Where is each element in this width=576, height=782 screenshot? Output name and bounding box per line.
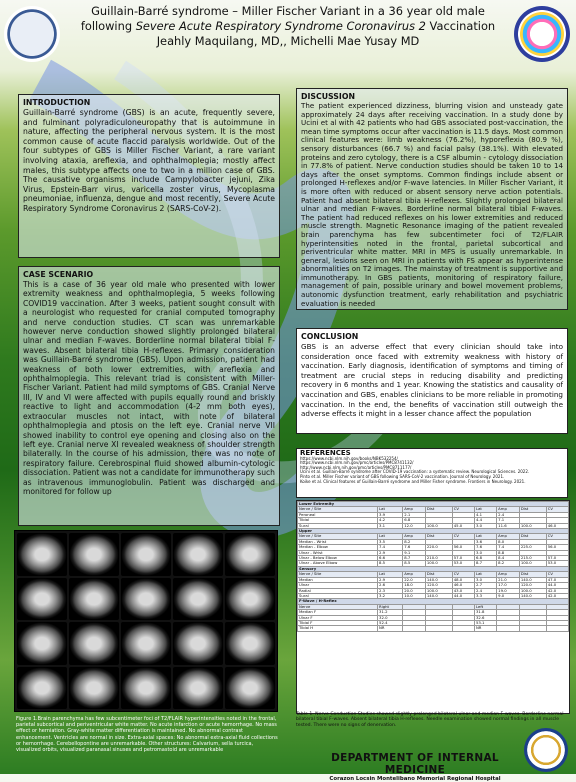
- mri-slice: [121, 533, 171, 576]
- table-header-cell: Lat: [474, 507, 496, 512]
- table-cell: [425, 626, 452, 631]
- table-cell: 120.0: [519, 583, 546, 588]
- table-cell: 56.0: [452, 545, 474, 550]
- table-cell: 8.2: [497, 561, 520, 566]
- table-header-cell: Nerve / Site: [298, 507, 378, 512]
- case-heading: CASE SCENARIO: [23, 270, 94, 279]
- table-header-cell: CV: [452, 534, 474, 539]
- table-cell: NR: [378, 626, 403, 631]
- table-cell: 7.1: [497, 518, 520, 523]
- mri-slice: [17, 667, 67, 710]
- table-cell: 4.4: [474, 518, 496, 523]
- table-cell: 7.4: [378, 545, 403, 550]
- table-header-cell: Right: [378, 604, 403, 609]
- table-cell: Median: [298, 577, 378, 582]
- mri-slice: [225, 622, 275, 665]
- table-cell: Ulnar - Wrist: [298, 550, 378, 555]
- table-header-cell: Lat: [378, 572, 403, 577]
- table-header-cell: CV: [546, 572, 568, 577]
- table-header-cell: Dist: [425, 534, 452, 539]
- table-cell: 2.6: [378, 583, 403, 588]
- table-cell: 47.0: [546, 577, 568, 582]
- table-cell: 56.0: [546, 545, 568, 550]
- table-header-cell: Dist: [519, 534, 546, 539]
- table-cell: 32.6: [474, 615, 496, 620]
- table-cell: 4.2: [378, 518, 403, 523]
- hospital-seal-logo: [524, 728, 568, 772]
- table-cell: Median - Elbow: [298, 545, 378, 550]
- table-cell: 43.0: [452, 588, 474, 593]
- table-cell: [519, 626, 546, 631]
- table-cell: Sural: [298, 523, 378, 528]
- reference-item: https://www.ncbi.nlm.nih.gov/pmc/articles/PMC8741132/: [300, 460, 414, 466]
- table-cell: 100.0: [519, 561, 546, 566]
- table-header-cell: Dist: [519, 507, 546, 512]
- table-section-title: Sensory: [298, 566, 569, 571]
- table-cell: 53.1: [474, 620, 496, 625]
- table-header-cell: CV: [452, 507, 474, 512]
- mri-slice: [225, 667, 275, 710]
- table-header-cell: Amp: [403, 572, 426, 577]
- poster-title: [60, 4, 516, 49]
- figure-caption: Figure 1.Brain parenchyma has few subcentimeter foci of T2/FLAIR hyperintensities noted in the frontal, parietal subcortical and periventricular white matter. No acute infarction or acute hemorrhage. No mass effect or herniation. Gray-white matter differentiation is maintained. No abnormal contrast enhancement. Ventricles are normal in size. Extra-axial spaces: No abnormal extra-axial fluid collections or hemorrhage. Cerebellopontine are unremarkable. Other structures: Calvarium, sella turcica, visualized orbits, visualized paranasal sinuses and petromastoid are unremarkable: [16, 716, 278, 754]
- table-header-cell: Amp: [497, 534, 520, 539]
- table-cell: [452, 626, 474, 631]
- mri-slice: [225, 578, 275, 621]
- table-cell: 44.0: [546, 583, 568, 588]
- table-cell: 100.0: [425, 588, 452, 593]
- table-section-title: Upper: [298, 529, 569, 534]
- mri-slice: [121, 667, 171, 710]
- table-cell: 8.0: [497, 539, 520, 544]
- table-header-cell: Left: [474, 604, 496, 609]
- table-cell: 57.0: [546, 556, 568, 561]
- table-cell: 2.4: [497, 512, 520, 517]
- table-cell: 2.4: [474, 588, 496, 593]
- table-header-cell: Amp: [497, 507, 520, 512]
- table-cell: 140.0: [425, 577, 452, 582]
- medical-caduceus-logo: [4, 6, 60, 62]
- mri-slice: [173, 533, 223, 576]
- table-cell: 53.0: [452, 561, 474, 566]
- table-cell: 48.0: [452, 577, 474, 582]
- mri-slice: [173, 578, 223, 621]
- table-cell: 46.0: [546, 523, 568, 528]
- table-cell: 210.0: [425, 556, 452, 561]
- research-committee-logo: [514, 6, 570, 62]
- table-note: Table 1. Nerve Conduction Studies showed slightly prolonged bilateral ulnar and median F-waves. Borderline normal bilateral tibial F-waves. Absent bilateral tibia H-reflexes. Needle examination showed normal findings in all muscle tested. There were no signs of denervation.: [296, 712, 564, 728]
- table-cell: 3.0: [474, 577, 496, 582]
- table-cell: 44.0: [452, 593, 474, 598]
- table-header-cell: CV: [452, 572, 474, 577]
- table-cell: 7.6: [474, 545, 496, 550]
- mri-slice: [17, 622, 67, 665]
- table-cell: 8.7: [474, 561, 496, 566]
- mri-slice: [225, 533, 275, 576]
- table-cell: 100.0: [425, 523, 452, 528]
- table-cell: 100.0: [425, 561, 452, 566]
- poster-header: [0, 0, 576, 72]
- table-cell: 2.9: [378, 577, 403, 582]
- table-header-cell: Amp: [497, 572, 520, 577]
- table-cell: 2.3: [378, 588, 403, 593]
- reference-item: http://www.ncbi.nlm.nih.gov/pmc/articles/PMC8711177/: [300, 464, 412, 470]
- table-cell: 3.9: [378, 512, 403, 517]
- table-cell: 3.6: [474, 539, 496, 544]
- hospital-name: Corazon Locsin Montelibano Memorial Regional Hospital: [329, 776, 501, 782]
- table-cell: 3.0: [474, 550, 496, 555]
- table-cell: 100.0: [519, 588, 546, 593]
- discussion-heading: DISCUSSION: [301, 92, 355, 101]
- authors: Jeahly Maquilang, MD,, Michelli Mae Yusay MD: [156, 34, 420, 48]
- mri-slice: [17, 533, 67, 576]
- table-cell: Tibial F: [298, 620, 378, 625]
- table-cell: Ulnar - Above Elbow: [298, 561, 378, 566]
- mri-slice: [69, 578, 119, 621]
- table-cell: 19.0: [497, 588, 520, 593]
- table-header-cell: CV: [546, 507, 568, 512]
- reference-item: https://www.ncbi.nlm.nih.gov/books/NBK532254/: [300, 455, 398, 461]
- table-cell: 6.8: [474, 556, 496, 561]
- table-cell: 8.7: [403, 556, 426, 561]
- mri-slice: [17, 578, 67, 621]
- table-cell: 140.0: [519, 593, 546, 598]
- table-cell: Tibial H: [298, 626, 378, 631]
- table-cell: 2.9: [378, 550, 403, 555]
- table-header-cell: Dist: [519, 572, 546, 577]
- table-cell: 8.4: [497, 556, 520, 561]
- table-cell: 4.1: [474, 512, 496, 517]
- mri-slice: [69, 667, 119, 710]
- table-cell: Median F: [298, 610, 378, 615]
- table-cell: 8.5: [403, 561, 426, 566]
- table-cell: Tibial: [298, 518, 378, 523]
- references-heading: REFERENCES: [300, 449, 351, 457]
- table-cell: 10.0: [403, 593, 426, 598]
- table-cell: 3.5: [378, 539, 403, 544]
- table-cell: 53.0: [546, 561, 568, 566]
- table-cell: 3.2: [378, 593, 403, 598]
- reference-item: Ucini et al. Guillain-Barré syndrome after COVID-19 vaccination: a systematic review. Neurological Sciences. 2022.: [300, 469, 530, 475]
- table-cell: Median - Wrist: [298, 539, 378, 544]
- table-cell: 22.0: [403, 577, 426, 582]
- table-row: [298, 626, 569, 631]
- introduction-text: Guillain-Barré syndrome (GBS) is an acute, frequently severe, and fulminant polyradiculoneuropathy that is autoimmune in nature, affecting the peripheral nervous system. It is the most common cause of acute flaccid paralysis worldwide. Out of the four subtypes of GBS is Miller Fischer Variant, a rare variant involving ataxia, areflexia, and ophthalmoplegia; mostly affect males, this subtype affects one to two in a million case of GBS. The causative organisms include Campylobacter jejuni, Zika Virus, Epstein-Barr virus, varicella zoster virus, Mycoplasma pneumoniae, influenza, dengue and most recently, Severe Acute Respiratory Syndrome Coronavirus 2 (SARS-CoV-2).: [23, 108, 275, 213]
- mri-slice: [173, 622, 223, 665]
- table-cell: 220.0: [425, 545, 452, 550]
- mri-slice: [121, 622, 171, 665]
- table-cell: Peroneal: [298, 512, 378, 517]
- department-name: DEPARTMENT OF INTERNAL MEDICINE: [331, 752, 499, 776]
- table-cell: 9.0: [497, 593, 520, 598]
- table-header-cell: Lat: [378, 534, 403, 539]
- title-line-1: Guillain-Barré syndrome – Miller Fischer Variant in a 36 year old male: [91, 4, 485, 18]
- table-cell: 6.8: [403, 518, 426, 523]
- table-cell: Ulnar - Below Elbow: [298, 556, 378, 561]
- table-cell: 18.0: [403, 583, 426, 588]
- table-cell: 2.1: [403, 512, 426, 517]
- introduction-section: [18, 94, 280, 258]
- table-cell: 215.0: [519, 556, 546, 561]
- table-cell: [403, 626, 426, 631]
- table-cell: 6.6: [378, 556, 403, 561]
- table-header-cell: CV: [546, 534, 568, 539]
- table-header-cell: Dist: [425, 507, 452, 512]
- table-cell: 3.1: [378, 523, 403, 528]
- table-cell: 2.7: [474, 583, 496, 588]
- table-header-cell: Nerve / Site: [298, 572, 378, 577]
- table-cell: 7.6: [403, 545, 426, 550]
- mri-slice: [121, 578, 171, 621]
- conclusion-section: [296, 328, 568, 434]
- table-cell: 11.6: [497, 523, 520, 528]
- table-cell: 52.4: [378, 620, 403, 625]
- case-text: This is a case of 36 year old male who presented with lower extremity weakness and ophthalmoplegia, 5 weeks following COVID19 vaccination. After 3 weeks, patient sought consult with a neurologist who requested for cranial computed tomography and nerve conduction studies. CT scan was unremarkable however nerve conduction showed slightly prolonged bilateral ulnar and median F-waves. Borderline normal bilateral tibial F-waves. Absent bilateral tibia H-reflexes. Primary consideration was Guillain-Barré syndrome (GBS). Upon admission, patient had weakness of both lower extremities, with areflexia and ophthalmoplegia. This relevant triad is consistent with Miller-Fischer Variant. Patient had mild symptoms of GBS. Cranial Nerve III, IV and VI were affected with pupils equally round and briskly reactive to light and accommodation (4-2 mm both eyes), extraocular muscles not intact, with note of bilateral ophthalmoplegia and ptosis on the left eye. Cranial nerve VII showed inability to control eye opening and closing also on the left eye. Cranial nerve XI revealed weakness of shoulder strength bilaterally. In the course of his admission, there was no note of respiratory failure. Cerebrospinal fluid showed albumin-cytologic dissociation. Patient was not a candidate for immunotherapy such as intravenous immunoglobulin. Patient was discharged and monitored for follow up: [23, 280, 275, 496]
- table-header-cell: Nerve / Site: [298, 534, 378, 539]
- table-cell: 7.4: [497, 545, 520, 550]
- table-cell: 140.0: [519, 577, 546, 582]
- table-cell: Ulnar F: [298, 615, 378, 620]
- table-cell: 3.3: [474, 593, 496, 598]
- table-header-cell: Amp: [403, 507, 426, 512]
- reference-item: Koike et al. Clinical features of Guillain-Barré syndrome and Miller Fisher syndrome. Frontiers in Neurology. 2021.: [300, 478, 526, 484]
- discussion-section: [296, 88, 568, 310]
- table-cell: 20.0: [403, 588, 426, 593]
- table-cell: 100.0: [519, 523, 546, 528]
- table-cell: 57.0: [452, 556, 474, 561]
- table-cell: 32.0: [378, 615, 403, 620]
- table-cell: Radial: [298, 588, 378, 593]
- table-cell: 9.1: [403, 550, 426, 555]
- case-scenario-section: [18, 266, 280, 526]
- table-section-title: Lower Extremity: [298, 502, 569, 507]
- table-header-cell: Lat: [378, 507, 403, 512]
- table-cell: 31.8: [474, 610, 496, 615]
- table-header-cell: Lat: [474, 572, 496, 577]
- table-cell: 31.2: [378, 610, 403, 615]
- table-cell: Ulnar: [298, 583, 378, 588]
- table-cell: 140.0: [425, 593, 452, 598]
- table-cell: Sural: [298, 593, 378, 598]
- table-header-cell: Dist: [425, 572, 452, 577]
- table-cell: 8.8: [497, 550, 520, 555]
- title-line-2: following Severe Acute Respiratory Syndrome Coronavirus 2 Vaccination: [80, 19, 496, 33]
- table-cell: NR: [474, 626, 496, 631]
- mri-slice: [173, 667, 223, 710]
- table-cell: 8.5: [378, 561, 403, 566]
- conclusion-heading: CONCLUSION: [301, 332, 359, 341]
- introduction-heading: INTRODUCTION: [23, 98, 91, 107]
- table-cell: 225.0: [519, 545, 546, 550]
- table-cell: 8.2: [403, 539, 426, 544]
- mri-slice: [69, 622, 119, 665]
- table-cell: 42.0: [546, 588, 568, 593]
- table-section-title: F-Wave / H-Reflex: [298, 599, 569, 604]
- table-cell: 12.0: [403, 523, 426, 528]
- discussion-text: The patient experienced dizziness, blurring vision and unsteady gate approximately 24 days after receiving vaccination. In a study done by Ucini et al with 42 patients who had GBS associated post-vaccination, the mean time symptoms occur after vaccination is 11.5 days. Most common clinical features were: limb weakness (76.2%), hyporeflexia (80.9 %), sensory disturbances (66.7 %) and facial palsy (38.1%). With elevated proteins and zero cytology, there is a CSF albumin - cytology dissociation in 77.8% of patient. Nerve conduction studies should be taken 10 to 14 days after the onset symptoms. Common findings include absent or prolonged H-reflexes and/or F-wave latencies. In Miller Fischer Variant, it is more often with reduced or absent sensory nerve action potentials. Patient had absent bilateral tibia H-reflexes. Slightly prolonged bilateral ulnar and median F-waves. Borderline normal bilateral tibial F-waves. The patient had reduced reflexes on his lower extremities and reduced muscle strength. Magnetic Resonance imaging of the patient revealed brain parenchyma has few subcentimeter foci of T2/FLAIR hyperintensities noted in the frontal, parietal subcortical and periventricular white matter. MRI in MFS is usually unremarkable. In general, lesions seen on MRI in patients with FS appear as hyperintense abnormalities on T2 images. The mainstay of treatment is supportive and immunotherapy. In GBS patients, monitoring of respiratory failure, management of pain, possible urinary and bowel movement problems, autonomic dysfunction treatment, early rehabilitation and psychiatric evaluation is needed: [301, 101, 563, 308]
- table-header-cell: Nerve: [298, 604, 378, 609]
- mri-image-grid: [14, 530, 278, 712]
- table-cell: [497, 626, 520, 631]
- table-cell: 42.0: [546, 593, 568, 598]
- table-header-cell: Amp: [403, 534, 426, 539]
- table-cell: 21.0: [497, 577, 520, 582]
- table-cell: 46.0: [452, 583, 474, 588]
- ncs-table: [297, 501, 569, 632]
- table-cell: [546, 626, 568, 631]
- reference-item: Pinto et al. Miller Fischer variant of GBS following SARS-CoV-2 vaccination. Journal of Neurology. 2021.: [300, 473, 505, 479]
- table-cell: 17.0: [497, 583, 520, 588]
- table-cell: 3.0: [474, 523, 496, 528]
- table-header-cell: Lat: [474, 534, 496, 539]
- nerve-conduction-table: [296, 500, 570, 714]
- poster-footer: [300, 752, 530, 782]
- table-cell: 45.0: [452, 523, 474, 528]
- table-cell: 120.0: [425, 583, 452, 588]
- references-section: [296, 448, 568, 498]
- conclusion-text: GBS is an adverse effect that every clinician should take into consideration once faced with extremity weakness with history of vaccination. Early diagnosis, identification of symptoms and timing of treatment are crucial steps in reducing disability and predicting recovery in 6 months and 1 year. Knowing the statistics and causality of vaccination and GBS, enables clinicians to be more reliable in promoting vaccination. In the end, the benefits of vaccination still outweigh the adverse effects it might in a lesser chance affect the population: [301, 342, 563, 419]
- mri-slice: [69, 533, 119, 576]
